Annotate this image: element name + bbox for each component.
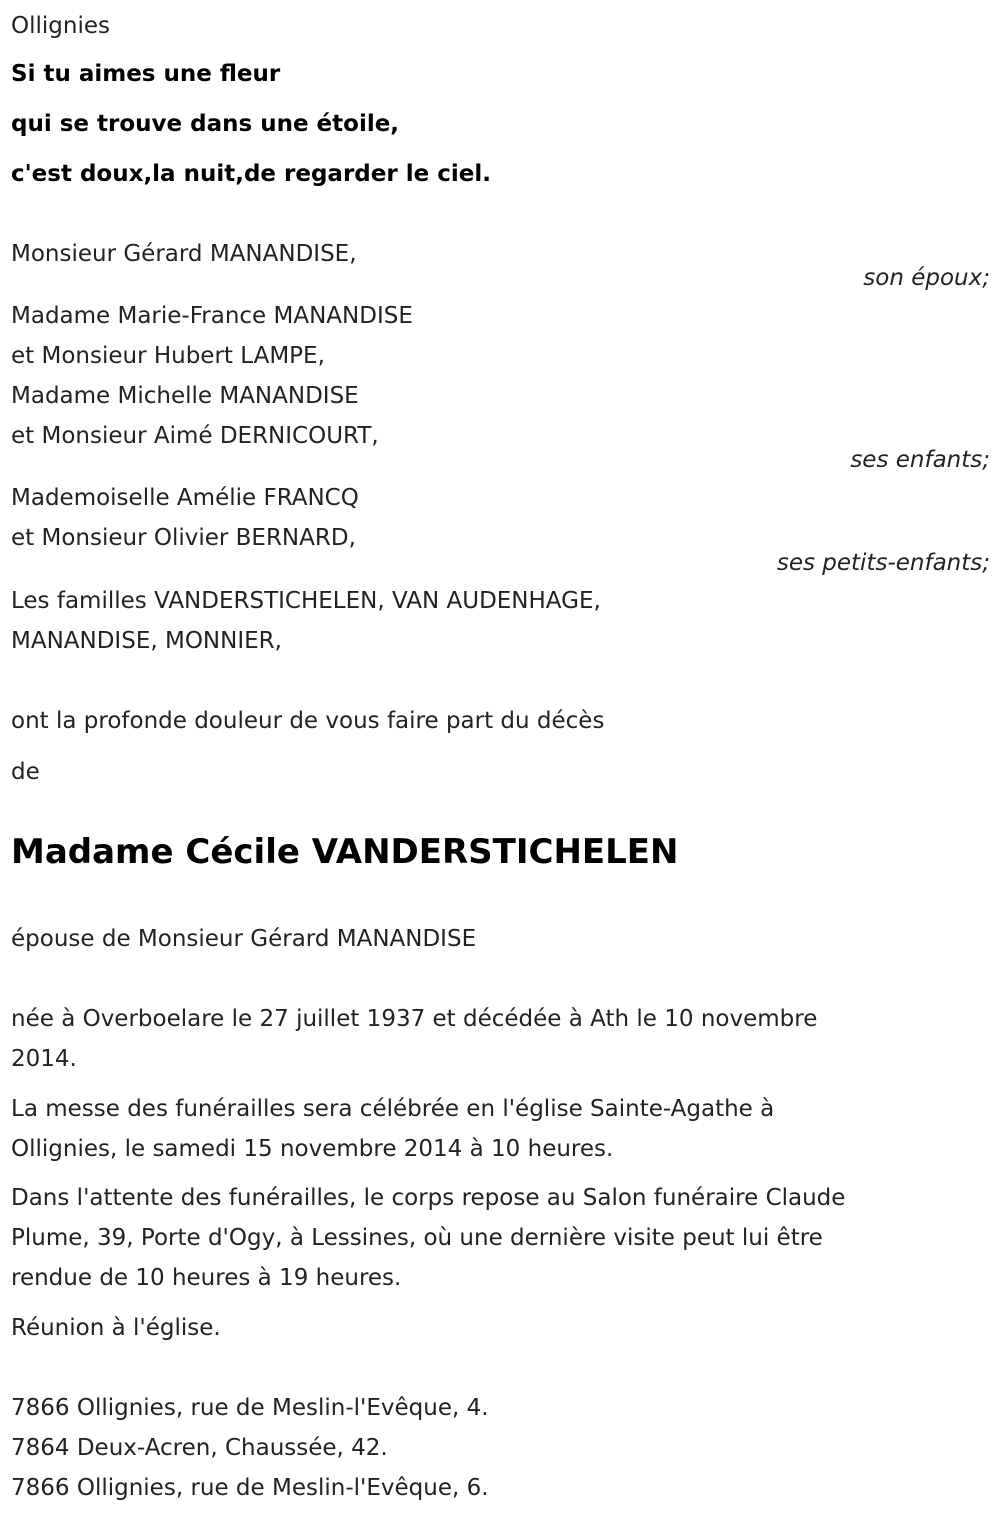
announcement-line: de	[11, 759, 40, 785]
grandchildren-role: ses petits-enfants;	[776, 550, 990, 576]
families-section	[11, 581, 990, 661]
visitation-line: Dans l'attente des funérailles, le corps repose au Salon funéraire Claude	[11, 1185, 846, 1211]
grandchild-line: et Monsieur Olivier BERNARD,	[11, 525, 356, 551]
address-line: 7864 Deux-Acren, Chaussée, 42.	[11, 1435, 388, 1461]
birth-death-line: née à Overboelare le 27 juillet 1937 et décédée à Ath le 10 novembre	[11, 1006, 818, 1032]
visitation-line: rendue de 10 heures à 19 heures.	[11, 1265, 402, 1291]
announcement-line: ont la profonde douleur de vous faire part du décès	[11, 708, 605, 734]
poem-line: Si tu aimes une fleur	[11, 61, 281, 87]
addresses	[11, 1388, 990, 1508]
grandchildren-section	[11, 478, 990, 583]
birth-death	[11, 999, 990, 1079]
grandchild-line: Mademoiselle Amélie FRANCQ	[11, 485, 359, 511]
address-line: 7866 Ollignies, rue de Meslin-l'Evêque, 4.	[11, 1395, 489, 1421]
poem-line: qui se trouve dans une étoile,	[11, 111, 400, 137]
address-line: 7866 Ollignies, rue de Meslin-l'Evêque, 6.	[11, 1475, 489, 1501]
announcement	[11, 701, 990, 792]
child-line: et Monsieur Aimé DERNICOURT,	[11, 423, 379, 449]
mass-line: Ollignies, le samedi 15 novembre 2014 à 10 heures.	[11, 1136, 614, 1162]
families-line: MANANDISE, MONNIER,	[11, 628, 282, 654]
mass-info	[11, 1089, 990, 1169]
children-section	[11, 296, 990, 480]
spouse-role: son époux;	[863, 265, 990, 291]
visitation-info	[11, 1178, 990, 1298]
children-role: ses enfants;	[850, 447, 990, 473]
families-line: Les familles VANDERSTICHELEN, VAN AUDENHAGE,	[11, 588, 601, 614]
visitation-line: Plume, 39, Porte d'Ogy, à Lessines, où une dernière visite peut lui être	[11, 1225, 823, 1251]
deceased-name: Madame Cécile VANDERSTICHELEN	[11, 832, 679, 872]
child-line: Madame Marie-France MANANDISE	[11, 303, 413, 329]
location: Ollignies	[11, 13, 110, 39]
mass-line: La messe des funérailles sera célébrée en l'église Sainte-Agathe à	[11, 1096, 775, 1122]
poem-line: c'est doux,la nuit,de regarder le ciel.	[11, 161, 491, 187]
child-line: et Monsieur Hubert LAMPE,	[11, 343, 325, 369]
poem	[11, 49, 990, 199]
meeting-info: Réunion à l'église.	[11, 1315, 221, 1341]
spouse-of: épouse de Monsieur Gérard MANANDISE	[11, 926, 477, 952]
child-line: Madame Michelle MANANDISE	[11, 383, 359, 409]
birth-death-line: 2014.	[11, 1046, 77, 1072]
spouse-name: Monsieur Gérard MANANDISE,	[11, 241, 357, 267]
spouse-section	[11, 234, 990, 298]
